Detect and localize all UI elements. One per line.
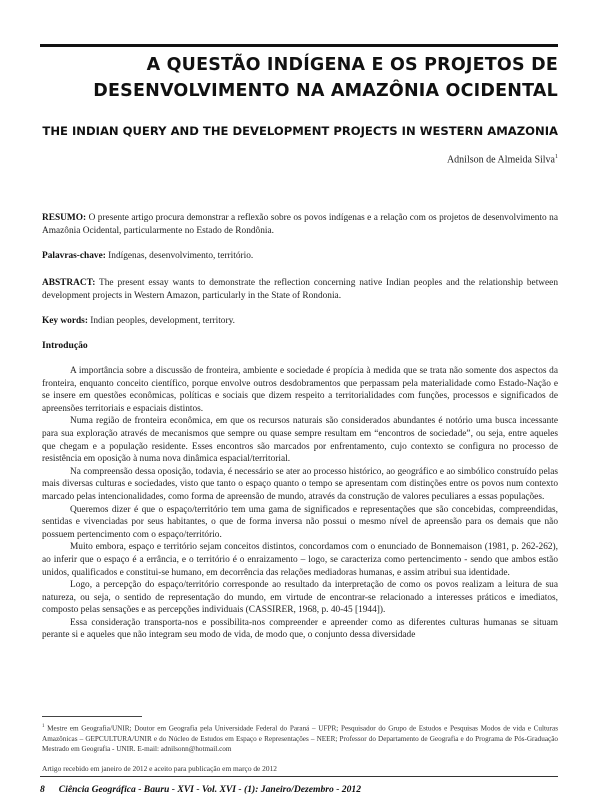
author-name: Adnilson de Almeida Silva bbox=[446, 154, 555, 166]
author-footnote-marker: 1 bbox=[555, 154, 558, 160]
paragraph: Numa região de fronteira econômica, em que os recursos naturais são considerados abundantes é notório uma busca incessante para sua exploração através de mecanismos que sempre ou quase sempre resultam em “encontros de sociedade”, ou seja, entre aqueles que chegam e a população residente. Esses encontros são marcados por enfrentamento, cujo contexto se configura no processo de resistência em oposição à numa nova dinâmica espacial/territorial. bbox=[42, 416, 558, 465]
author bbox=[447, 154, 558, 165]
key-words-label: Key words: bbox=[42, 316, 88, 326]
received-note: Artigo recebido em janeiro de 2012 e aceito para publicação em março de 2012 bbox=[42, 764, 277, 773]
paragraph: Logo, a percepção do espaço/território corresponde ao resultado da interpretação de como os povos realizam a leitura de sua natureza, ou seja, o sentido de representação do mundo, em virtude de encontrar-se relacionado a interesses práticos e imediatos, composto pelas sensações e as percepções individuais (CASSIRER, 1968, p. 40-45 [1944]). bbox=[42, 580, 558, 616]
body-text bbox=[42, 365, 558, 642]
key-words-text: Indian peoples, development, territory. bbox=[87, 316, 235, 326]
section-heading-introducao: Introdução bbox=[42, 340, 88, 351]
journal-citation: Ciência Geográfica - Bauru - XVI - Vol. XVI - (1): Janeiro/Dezembro - 2012 bbox=[58, 784, 361, 795]
palavras-chave-label: Palavras-chave: bbox=[42, 251, 106, 261]
abstract bbox=[42, 277, 558, 302]
paragraph: A importância sobre a discussão de fronteira, ambiente e sociedade é propícia à medida que se trata não somente dos aspectos da fronteira, enquanto conceito científico, porque envolve outros desdobramentos que perpassam pela materialidade como Estado-Nação e se insere em questões econômicas, políticas e sociais que dizem respeito a territorialidades com funções, processos e significados de apreensões territoriais e espaciais distintos. bbox=[42, 366, 558, 414]
abstract-text: The present essay wants to demonstrate the reflection concerning native Indian peoples and the relationship between development projects in Western Amazon, particularly in the State of Rondonia. bbox=[42, 278, 558, 301]
paragraph: Muito embora, espaço e território sejam conceitos distintos, concordamos com o enunciado de Bonnemaison (1981, p. 262-262), ao inferir que o espaço é a errância, e o território é o enraizamento – logo, se caracteriza como pertencimento - sendo que ambos estão unidos, qualificados e constitui-se humano, em decorrência das relações mediadoras humanas, e assim atribui sua identidade. bbox=[42, 542, 558, 578]
resumo-text: O presente artigo procura demonstrar a reflexão sobre os povos indígenas e a relação com os projetos de desenvolvimento na Amazônia Ocidental, particularmente no Estado de Rondônia. bbox=[42, 213, 558, 236]
page-footer bbox=[40, 784, 361, 795]
footnote-rule bbox=[42, 716, 142, 717]
title-line-2: DESENVOLVIMENTO NA AMAZÔNIA OCIDENTAL bbox=[93, 81, 558, 101]
footnote-marker: 1 bbox=[42, 724, 45, 729]
top-rule bbox=[40, 44, 558, 47]
bottom-rule bbox=[40, 776, 558, 777]
key-words bbox=[42, 315, 558, 328]
palavras-chave-text: Indígenas, desenvolvimento, território. bbox=[105, 251, 254, 261]
abstract-label: ABSTRACT: bbox=[42, 278, 96, 288]
title-line-1: A QUESTÃO INDÍGENA E OS PROJETOS DE bbox=[146, 55, 558, 75]
article-title bbox=[40, 52, 558, 104]
paragraph: Essa consideração transporta-nos e possibilita-nos compreender e apreender como as diferentes culturas humanas se situam perante si e aqueles que não integram seu modo de vida, de modo que, o conjunto dessa diversidade bbox=[42, 617, 558, 641]
paragraph: Na compreensão dessa oposição, todavia, é necessário se ater ao processo histórico, ao geográfico e ao simbólico construído pelas mais diversas culturas e sociedades, visto que tanto o espaço quanto o tempo se apresentam com distinções entre os povos num contexto marcado pelas intencionalidades, como forma de apreensão de mundo, através da construção de valores peculiares a essas populações. bbox=[42, 466, 558, 502]
palavras-chave bbox=[42, 250, 558, 263]
footnote-text: Mestre em Geografia/UNIR; Doutor em Geografia pela Universidade Federal do Paraná – UFPR; Pesquisador do Grupo de Estudos e Pesquisas Modos de vida e Culturas Amazônicas – GEPCULTURA/UNIR e do Núcleo de Estudos em Espaço e Representações – NEER; Professor do Departamento de Geografia e do Programa de Pós-Graduação Mestrado em Geografia - UNIR. E-mail: adnilsonn@hotmail.com bbox=[42, 724, 558, 754]
page-number: 8 bbox=[40, 784, 45, 795]
resumo bbox=[42, 212, 558, 237]
article-subtitle: THE INDIAN QUERY AND THE DEVELOPMENT PROJECTS IN WESTERN AMAZONIA bbox=[42, 124, 558, 138]
paragraph: Queremos dizer é que o espaço/território tem uma gama de significados e representações que são concebidas, compreendidas, sentidas e vivenciadas por seus habitantes, o que de forma inversa não possui o mesmo nível de apreensão para os demais que não possuem pertencimento com o espaço/território. bbox=[42, 504, 558, 540]
resumo-label: RESUMO: bbox=[42, 213, 87, 223]
footnote bbox=[42, 722, 558, 755]
